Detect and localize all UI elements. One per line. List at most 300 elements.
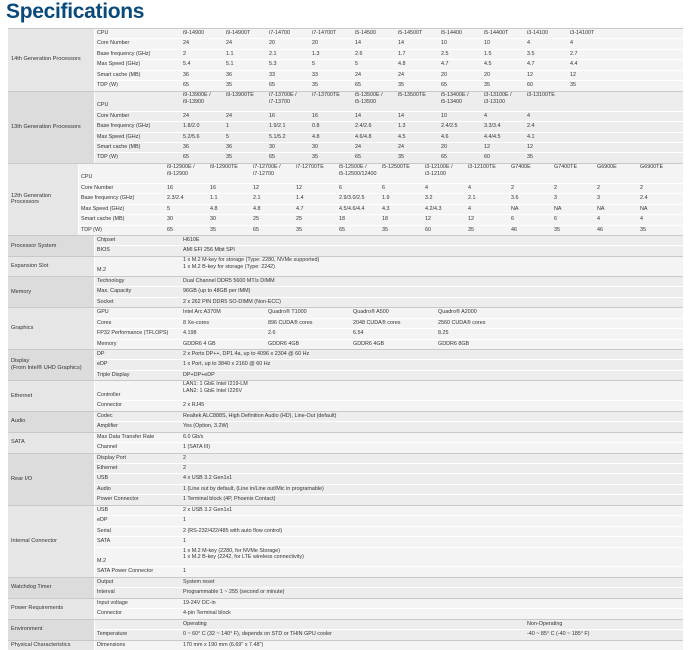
value-cell: 6 [382,184,385,191]
value-cell: 1 [183,517,186,524]
value-cell: Quadro® A2000 [438,309,477,316]
value-cell: 4 [468,205,471,212]
value-cell: 1.5 [484,50,492,57]
value-cell: 30 [312,143,318,150]
value-cell: 5.1 [226,61,234,68]
value-cell: 65 [269,82,275,89]
value-cell: 2.5 [441,50,449,57]
value-cell: 4.2/4.3 [425,205,442,212]
value-cell: G6900E [597,163,617,170]
spec-row [95,350,683,359]
value-cell: i9-14900T [226,30,251,36]
value-cell: 14 [398,40,404,47]
row-label: Connector [97,610,122,617]
row-label: Max Speed (GHz) [97,133,141,140]
value-cell: 10 [484,40,490,47]
value-cell: 35 [484,82,490,89]
value-cell: 2 x USB 3.2 Gen1x1 [183,506,233,513]
value-cell: 2 [597,184,600,191]
value-cell: i3-13100TE [527,91,555,98]
group-rows [95,599,683,619]
spec-group-display [8,349,683,380]
category-label: 13th Generation Processors [8,92,95,163]
value-cell: 25 [296,216,302,223]
spec-row [95,421,683,431]
value-cell: 35 [312,82,318,89]
value-cell: 2.4 [640,195,648,202]
value-cell: 65 [253,226,259,233]
value-cell: i7-13700TE [312,91,340,98]
value-cell: 20 [441,71,447,78]
spec-row [95,152,683,162]
value-cell: 24 [355,71,361,78]
value-cell [570,153,613,162]
row-label: CPU [97,102,109,109]
row-label: Chipset [97,237,116,244]
value-cell: 18 [339,216,345,223]
spec-row [95,629,683,639]
spec-row [95,142,683,152]
group-rows [95,92,683,163]
value-cell [570,112,613,121]
value-cell: 30 [167,216,173,223]
spec-row [95,236,683,245]
value-cell: 24 [226,40,232,47]
spec-row [95,328,683,338]
value-cell: i5-12500TE [382,163,410,170]
value-cell: 65 [339,226,345,233]
value-cell: 36 [183,71,189,78]
value-cell: G7400E [511,163,531,170]
value-cell: i5-13500TE [398,91,426,98]
value-cell: 35 [210,226,216,233]
value-cell: NA [554,205,562,212]
spec-row [95,400,683,410]
value-cell: 4.8 [398,61,406,68]
value-cell: 1 [226,123,229,130]
value-cell: NA [511,205,519,212]
spec-group-memory [8,276,683,307]
value-cell: GDDR6 8GB [438,340,470,347]
value-cell: 4 x USB 3.2 Gen1x1 [183,475,233,482]
value-cell: 60 [484,154,490,161]
value-cell: NA [597,205,605,212]
spec-row [95,484,683,494]
value-cell: Quadro® A500 [353,309,389,316]
spec-row [95,494,683,504]
value-cell: Quadro® T1000 [268,309,307,316]
row-label: Socket [97,298,114,305]
value-cell: 4.7 [441,61,449,68]
category-label: Expansion Slot [8,257,95,276]
category-label: Ethernet [8,381,95,410]
row-label: Cores [97,319,112,326]
value-cell: 12 [468,216,474,223]
value-cell: 12 [570,71,576,78]
value-cell: 24 [183,40,189,47]
category-label: Display (From Intel® UHD Graphics) [8,350,95,380]
spec-row [95,49,683,59]
value-cell: 4.4 [570,61,578,68]
value-cell: 14 [398,112,404,119]
spec-row [79,164,683,183]
value-cell: 1.7 [398,50,406,57]
value-cell: 3.2 [425,195,433,202]
value-cell: 1 Terminal block (4P, Phoenix Contact) [183,496,276,503]
value-cell: i5-13500E / i5-13500 [355,91,383,105]
value-cell: H610E [183,237,200,244]
value-cell: 16 [167,184,173,191]
group-rows [95,308,683,349]
value-cell: 4.6/4.8 [355,133,372,140]
value-cell: 4 [484,112,487,119]
row-label [95,620,183,629]
group-rows [79,164,683,235]
value-cell: 4 [570,40,573,47]
row-label: Audio [97,485,111,492]
category-label: Physical Characteristics [8,641,95,650]
value-cell: 1.9 [382,195,390,202]
spec-row [95,132,683,142]
value-cell: 65 [183,82,189,89]
spec-row [95,515,683,525]
value-cell: 1.3 [398,123,406,130]
row-label: FP32 Performance (TFLOPS) [97,330,169,337]
value-cell: 24 [355,143,361,150]
value-cell: 3.3/3.4 [484,123,501,130]
row-label: GPU [97,309,109,316]
value-cell: 4 [597,216,600,223]
value-cell: 3 [554,195,557,202]
row-label: Controller [97,391,121,398]
group-rows [95,506,683,577]
category-label: Watchdog Timer [8,578,95,598]
value-cell: NA [640,205,648,212]
value-cell: 5.1/5.2 [269,133,286,140]
value-cell: 4 [527,112,530,119]
value-cell: i3-14100 [527,30,548,36]
value-cell: 6 [554,216,557,223]
value-cell: 2048 CUDA® cores [353,319,401,326]
category-label: Graphics [8,308,95,349]
spec-group-power-requirements [8,598,683,619]
spec-group-14th-generation-processors [8,28,683,91]
spec-row [79,204,683,214]
row-label: Input voltage [97,599,128,606]
value-cell: 4.8 [210,205,218,212]
category-label: 12th Generation Processors [8,164,79,235]
value-cell: 5.4 [183,61,191,68]
value-cell: 2560 CUDA® cores [438,319,486,326]
spec-row [95,92,683,111]
value-cell: 1 [183,538,186,545]
value-cell: Operating [183,620,207,627]
category-label: SATA [8,433,95,453]
group-rows [95,381,683,410]
value-cell: 1.1 [210,195,218,202]
value-cell: 16 [312,112,318,119]
value-cell: i7-12700TE [296,163,324,170]
spec-group-graphics [8,307,683,349]
row-label: BIOS [97,247,110,254]
value-cell: 2.7 [570,50,578,57]
spec-row [95,80,683,90]
value-cell: i5-12500E / i5-12500/12400 [339,163,377,177]
spec-row [95,463,683,473]
group-rows [95,257,683,276]
spec-row [95,70,683,80]
value-cell: i3-14100T [570,30,595,36]
value-cell: i5-14500 [355,30,376,36]
value-cell: 6.0 Gb/s [183,433,204,440]
value-cell: 24 [183,112,189,119]
value-cell: 0.8 [312,123,320,130]
spec-group-watchdog-timer [8,577,683,598]
value-cell: 2.4 [527,123,535,130]
spec-table [8,28,683,650]
value-cell: 2.6 [268,330,276,337]
value-cell: 36 [183,143,189,150]
group-rows [95,454,683,505]
value-cell: 2.4/2.6 [355,123,372,130]
row-label: SATA Power Connector [97,568,154,575]
spec-group-internal-connector [8,505,683,577]
value-cell [570,92,613,111]
row-label: Ethernet [97,464,118,471]
value-cell: 60 [527,82,533,89]
value-cell: 35 [226,82,232,89]
group-rows [95,620,683,640]
value-cell: i3-12100E / i3-12100 [425,163,453,177]
value-cell: 1 x M.2 M-key for storage (Type: 2280, NVMe supported) 1 x M.2 B-key for storage (Type: 2242) [183,256,320,270]
value-cell: 65 [441,154,447,161]
value-cell: 35 [312,154,318,161]
value-cell: 2 [183,464,186,471]
spec-row [95,473,683,483]
row-label: Display Port [97,454,127,461]
value-cell: G7400TE [554,163,578,170]
value-cell: DP+DP+eDP [183,371,215,378]
value-cell: GDDR6 4GB [268,340,300,347]
value-cell: 35 [640,226,646,233]
spec-row [95,536,683,546]
row-label: Smart cache (MB) [81,216,125,223]
group-rows [95,277,683,307]
value-cell: 1 x M.2 M-key (2280, for NVMe Storage) 1 x M.2 B-key (2242, for LTE wireless connectivity) [183,547,304,561]
value-cell: 12 [425,216,431,223]
spec-group-expansion-slot [8,256,683,276]
row-label: SATA [97,538,111,545]
value-cell: 25 [253,216,259,223]
value-cell: 4.1 [527,133,535,140]
row-label: Serial [97,527,111,534]
group-rows [95,641,683,650]
value-cell: 4.7 [296,205,304,212]
value-cell: 8 Xe-cores [183,319,210,326]
row-label: USB [97,475,109,482]
value-cell: 65 [183,154,189,161]
value-cell: i9-13900TE [226,91,254,98]
value-cell: i7-12700E / i7-12700 [253,163,281,177]
group-rows [95,578,683,598]
spec-group-sata [8,432,683,453]
value-cell: Intel Arc A370M [183,309,221,316]
value-cell: 4.3 [382,205,390,212]
value-cell: 4 [527,40,530,47]
spec-row [79,225,683,235]
value-cell: 24 [398,71,404,78]
value-cell: i5-14400 [441,30,462,36]
value-cell: 1 [183,568,186,575]
value-cell: 96GB (up to 48GB per IMM) [183,288,251,295]
spec-group-ethernet [8,380,683,410]
category-label: Environment [8,620,95,640]
row-label: Max Speed (GHz) [81,205,125,212]
spec-row [95,454,683,463]
spec-group-rear-i-o [8,453,683,505]
row-label: Amplifier [97,423,118,430]
value-cell: Programmable 1 ~ 255 (second or minute) [183,589,285,596]
row-label: USB [97,506,109,513]
value-cell: 3.5 [527,50,535,57]
spec-row [95,506,683,515]
spec-row [95,38,683,48]
value-cell: 4.6 [441,133,449,140]
value-cell: 35 [527,154,533,161]
value-cell: 4.8 [253,205,261,212]
spec-row [95,412,683,421]
value-cell: 24 [398,143,404,150]
spec-row [95,245,683,255]
value-cell: 19-24V DC-in [183,599,216,606]
value-cell: 20 [312,40,318,47]
value-cell: 35 [226,154,232,161]
value-cell: 10 [441,112,447,119]
category-label: Memory [8,277,95,307]
value-cell: 65 [167,226,173,233]
spec-row [95,370,683,380]
value-cell: 2.1 [468,195,476,202]
value-cell: 1 (SATA III) [183,444,211,451]
spec-group-audio [8,411,683,432]
value-cell: 2.1 [269,50,277,57]
value-cell: 4 [468,184,471,191]
value-cell: 33 [269,71,275,78]
value-cell: AMI EFI 256 Mbit SPI [183,247,235,254]
spec-row [95,587,683,597]
value-cell: -40 ~ 85° C (-40 ~ 185° F) [527,631,590,638]
value-cell: 6 [511,216,514,223]
value-cell: 4.7 [527,61,535,68]
value-cell: Dual Channel DDR5 5600 MT/s DIMM [183,277,275,284]
value-cell: 4.198 [183,330,197,337]
row-label: M.2 [97,558,106,565]
row-label: Base frequency (GHz) [97,123,151,130]
row-label: Technology [97,277,125,284]
group-rows [95,433,683,453]
value-cell: 36 [226,143,232,150]
spec-group-12th-generation-processors [8,163,683,235]
spec-row [95,318,683,328]
spec-row [95,381,683,400]
spec-row [95,308,683,317]
spec-row [95,608,683,618]
value-cell: Yes (Option, 3.2W) [183,423,229,430]
value-cell: i7-13700E / i7-13700 [269,91,297,105]
value-cell: 5 [226,133,229,140]
spec-group-processor-system [8,235,683,256]
value-cell: 35 [468,226,474,233]
value-cell: 16 [210,184,216,191]
value-cell: 35 [398,82,404,89]
value-cell: 2 x RJ45 [183,402,205,409]
value-cell: 12 [253,184,259,191]
category-label: Internal Connector [8,506,95,577]
value-cell: 3 [597,195,600,202]
value-cell: 2 x 262 PIN DDR5 SO-DIMM (Non-ECC) [183,298,281,305]
value-cell: 60 [425,226,431,233]
spec-row [79,193,683,203]
category-label: Rear I/O [8,454,95,505]
value-cell: 1.4 [296,195,304,202]
value-cell: G6900TE [640,163,664,170]
group-rows [95,350,683,380]
value-cell: 12 [527,71,533,78]
value-cell: 6.54 [353,330,364,337]
value-cell: i9-14900 [183,30,204,36]
value-cell: 1.3 [312,50,320,57]
value-cell: 2.3/2.4 [167,195,184,202]
spec-row [79,214,683,224]
value-cell: 12 [527,143,533,150]
row-label: CPU [81,174,93,181]
row-label: Codec [97,412,113,419]
row-label: Triple Display [97,371,130,378]
value-cell: GDDR6 4 GB [183,340,216,347]
value-cell: 2 [554,184,557,191]
spec-row [95,599,683,608]
row-label: Max. Capacity [97,288,132,295]
row-label: Channel [97,444,118,451]
value-cell: 35 [554,226,560,233]
row-label: Core Number [81,184,114,191]
value-cell: 4.8 [312,133,320,140]
value-cell: 4.5 [484,61,492,68]
spec-row [95,277,683,286]
row-label: Smart cache (MB) [97,71,141,78]
value-cell: 4-pin Terminal block [183,610,231,617]
value-cell: 16 [269,112,275,119]
value-cell: 2 [183,50,186,57]
value-cell: 896 CUDA® cores [268,319,313,326]
row-label: Base frequency (GHz) [97,50,151,57]
value-cell: 35 [296,226,302,233]
value-cell: 0 ~ 60° C (32 ~ 140° F), depends on STD or THIN GPU cooler [183,631,332,638]
row-label: TDP (W) [97,154,118,161]
value-cell: Non-Operating [527,620,563,627]
value-cell [570,133,613,142]
value-cell: 65 [355,154,361,161]
row-label: Temperature [97,631,128,638]
value-cell: GDDR6 4GB [353,340,385,347]
row-label: Core Number [97,112,130,119]
category-label: Processor System [8,236,95,256]
value-cell: 4 [425,184,428,191]
value-cell: 2 [183,454,186,461]
spec-row [95,286,683,296]
value-cell [570,143,613,152]
value-cell: i3-13100E / i3-13100 [484,91,512,105]
